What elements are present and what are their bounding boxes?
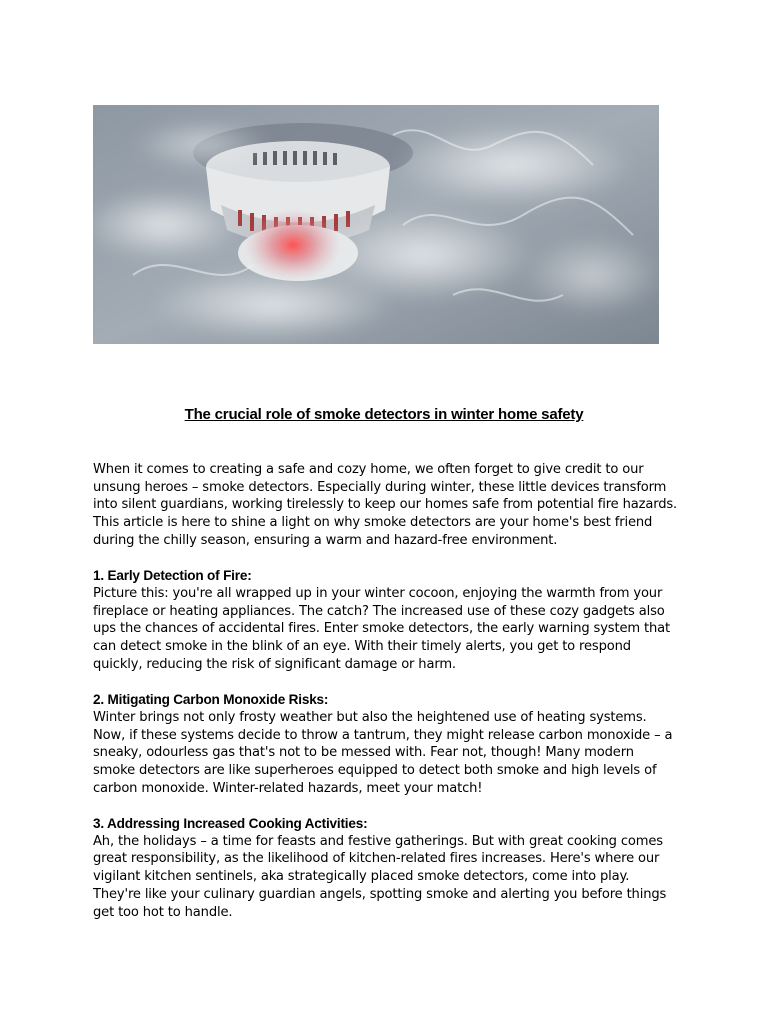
- section-text: Picture this: you're all wrapped up in your winter cocoon, enjoying the warmth from your fireplace or heating appliances. The catch? The increased use of these cozy gadgets also ups the chances of accidental fires. Enter smoke detectors, the early warning system that can detect smoke in the blink of an eye. With their timely alerts, you get to respond quickly, reducing the risk of significant damage or harm.: [93, 585, 670, 672]
- smoke-detector-icon: [93, 105, 659, 344]
- smoke-detector-image: [93, 105, 659, 344]
- section-heading: 2. Mitigating Carbon Monoxide Risks:: [93, 692, 329, 708]
- section-3: [93, 815, 678, 921]
- section-2: [93, 691, 678, 797]
- section-text: Ah, the holidays – a time for feasts and festive gatherings. But with great cooking comes great responsibility, as the likelihood of kitchen-related fires increases. Here's where our vigilant kitchen sentinels, aka strategically placed smoke detectors, come into play. They're like your culinary guardian angels, spotting smoke and alerting you before things get too hot to handle.: [93, 833, 667, 920]
- page-title: The crucial role of smoke detectors in winter home safety: [184, 406, 584, 423]
- section-heading: 3. Addressing Increased Cooking Activities:: [93, 816, 368, 832]
- section-heading: 1. Early Detection of Fire:: [93, 568, 252, 584]
- section-1: [93, 567, 678, 673]
- article-body: [93, 461, 678, 939]
- section-text: Winter brings not only frosty weather but also the heightened use of heating systems. Now, if these systems decide to throw a tantrum, they might release carbon monoxide – a sneaky, odourless gas that's not to be messed with. Fear not, though! Many modern smoke detectors are like superheroes equipped to detect both smoke and high levels of carbon monoxide. Winter-related hazards, meet your match!: [93, 709, 673, 796]
- intro-paragraph: When it comes to creating a safe and cozy home, we often forget to give credit to our unsung heroes – smoke detectors. Especially during winter, these little devices transform into silent guardians, working tirelessly to keep our homes safe from potential fire hazards. This article is here to shine a light on why smoke detectors are your home's best friend during the chilly season, ensuring a warm and hazard-free environment.: [93, 462, 678, 548]
